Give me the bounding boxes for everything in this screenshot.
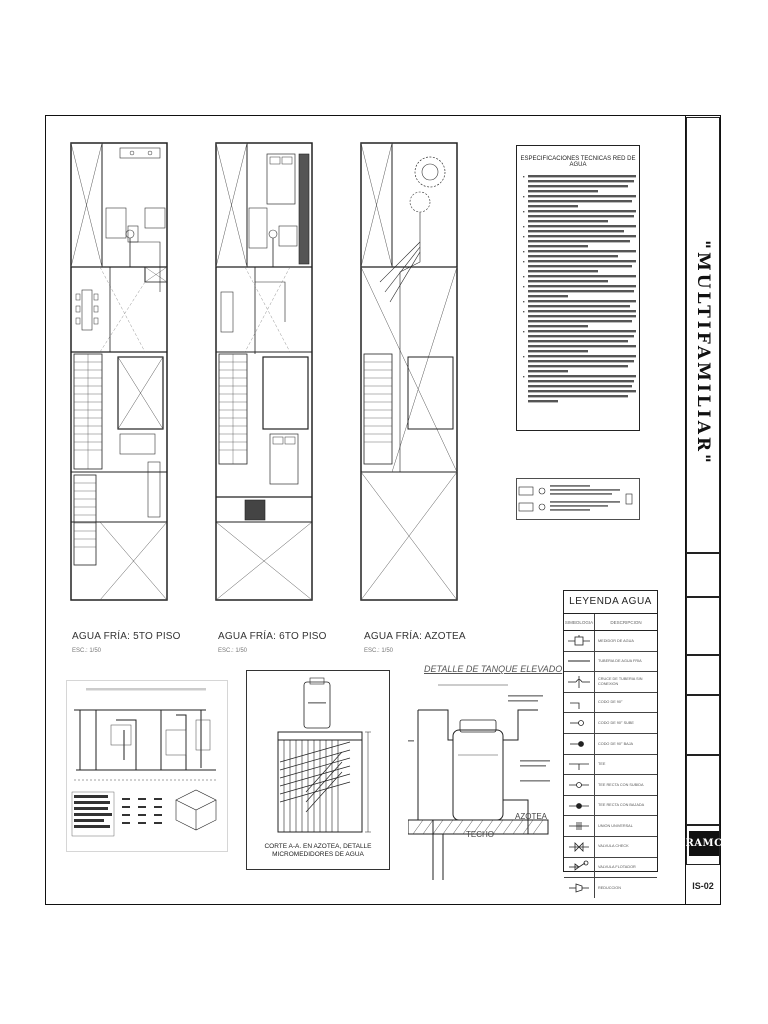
legend-row — [564, 858, 657, 879]
legend-row — [564, 796, 657, 817]
legend-header-row — [564, 614, 657, 631]
title-block-cell — [686, 655, 720, 695]
detail-azotea-label: AZOTEA — [515, 812, 548, 821]
ramc-logo: RAMC — [689, 831, 719, 856]
elbow-90-down-icon — [567, 737, 591, 751]
detail-corte-aa-caption — [262, 843, 374, 859]
legend-label: UNION UNIVERSAL — [598, 823, 633, 828]
legend-label: TEE RECTA CON BAJADA — [598, 803, 645, 808]
sheet-code: IS-02 — [692, 881, 714, 891]
specifications-text-block — [519, 172, 639, 422]
legend-label: CRUCE DE TUBERIA SIN CONEXION — [598, 677, 643, 686]
legend-title: LEYENDA AGUA — [564, 591, 657, 614]
elbow-90-up-icon — [567, 716, 591, 730]
legend-label: CODO DE 90° BAJA — [598, 741, 634, 746]
tee-down-icon — [567, 799, 591, 813]
tee-icon — [567, 757, 591, 771]
legend-row — [564, 672, 657, 693]
legend-table — [563, 590, 658, 890]
plan-caption-5to-piso: AGUA FRÍA: 5TO PISO — [72, 631, 181, 642]
title-block — [685, 115, 721, 905]
project-name-text: "MULTIFAMILIAR" — [693, 240, 714, 466]
legend-label: CODO DE 90° — [598, 700, 623, 705]
detail-techo-label: TECHO — [466, 830, 494, 839]
floor-plan-6to-piso — [215, 142, 313, 602]
legend-label: TEE — [598, 762, 606, 767]
legend-rows — [564, 631, 657, 898]
detail-tanque-elevado-drawing — [408, 680, 558, 880]
legend-col-symbol: SIMBOLOGIA — [564, 614, 595, 630]
float-valve-icon — [567, 860, 591, 874]
detail-tanque-title: DETALLE DE TANQUE ELEVADO — [424, 664, 563, 674]
title-block-cell — [686, 755, 720, 825]
title-block-cell — [686, 695, 720, 755]
plan-scale-azotea: ESC.: 1/50 — [364, 648, 394, 654]
legend-col-description: DESCRIPCION — [610, 619, 642, 625]
meter-notes-box — [516, 478, 640, 520]
meter-symbol-icon — [567, 634, 591, 648]
cross-no-connection-icon — [567, 675, 591, 689]
legend-label: REDUCCION — [598, 885, 621, 890]
legend-row — [564, 713, 657, 734]
union-icon — [567, 819, 591, 833]
plan-scale-6to-piso: ESC.: 1/50 — [218, 648, 248, 654]
legend-row — [564, 652, 657, 673]
legend-row — [564, 755, 657, 776]
legend-label: TEE RECTA CON SUBIDA — [598, 782, 644, 787]
legend-label: VALVULA CHECK — [598, 844, 629, 849]
legend-label: MEDIDOR DE AGUA — [598, 638, 634, 643]
corte-caption-line1: CORTE A-A. EN AZOTEA, DETALLE — [264, 843, 372, 850]
legend-label: VALVULA FLOTADOR — [598, 865, 636, 870]
floor-plan-5to-piso — [70, 142, 168, 602]
project-name — [688, 163, 718, 543]
legend-label: TUBERIA DE AGUA FRIA — [598, 659, 642, 664]
pipe-line-icon — [567, 654, 591, 668]
legend-row — [564, 878, 657, 898]
plan-scale-5to-piso: ESC.: 1/50 — [72, 648, 102, 654]
detail-isometric-micromedidores — [66, 680, 228, 852]
floor-plan-azotea — [360, 142, 458, 602]
reducer-icon — [567, 881, 591, 895]
plan-caption-azotea: AGUA FRÍA: AZOTEA — [364, 631, 466, 642]
title-block-cell — [686, 597, 720, 655]
plan-caption-6to-piso: AGUA FRÍA: 6TO PISO — [218, 631, 327, 642]
elbow-90-icon — [567, 696, 591, 710]
detail-corte-aa-drawing — [250, 672, 386, 842]
legend-row — [564, 631, 657, 652]
legend-row — [564, 837, 657, 858]
tee-up-icon — [567, 778, 591, 792]
corte-caption-line2: MICROMEDIDORES DE AGUA — [272, 851, 364, 858]
legend-label: CODO DE 90° SUBE — [598, 720, 634, 725]
legend-row — [564, 693, 657, 714]
legend-row — [564, 775, 657, 796]
specifications-title: ESPECIFICACIONES TECNICAS RED DE AGUA — [520, 156, 636, 168]
legend-row — [564, 734, 657, 755]
title-block-cell — [686, 553, 720, 597]
specifications-box — [516, 145, 640, 431]
legend-row — [564, 816, 657, 837]
check-valve-icon — [567, 840, 591, 854]
